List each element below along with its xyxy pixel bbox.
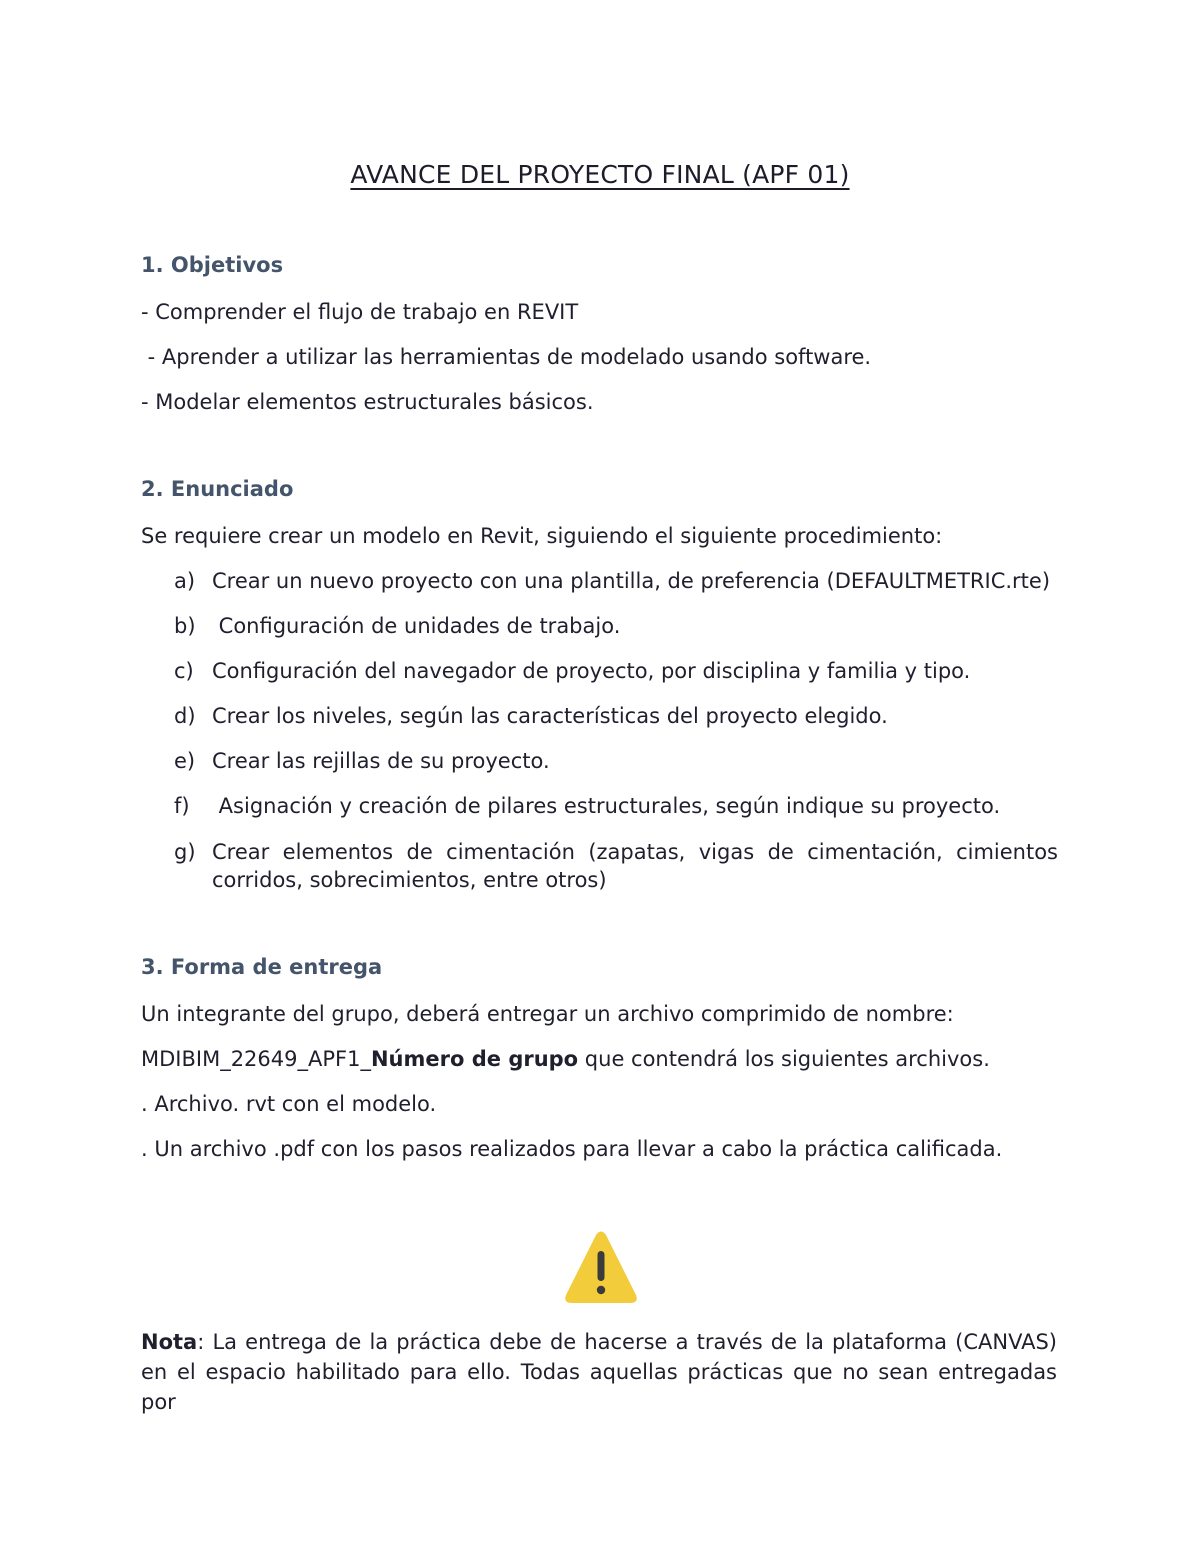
list-marker: f) [174, 794, 190, 818]
procedure-text: Crear los niveles, según las características del proyecto elegido. [212, 704, 888, 728]
list-marker: g) [174, 840, 196, 864]
objective-item: - Comprender el flujo de trabajo en REVIT [141, 300, 579, 324]
document-title: AVANCE DEL PROYECTO FINAL (APF 01) [350, 160, 850, 189]
procedure-text: Crear las rejillas de su proyecto. [212, 749, 550, 773]
list-marker: e) [174, 749, 196, 773]
procedure-item [174, 657, 970, 685]
note-label: Nota [141, 1330, 198, 1354]
note-paragraph [141, 1327, 1057, 1417]
list-marker: b) [174, 614, 196, 638]
filename-prefix: MDIBIM_22649_APF1_ [141, 1047, 371, 1071]
procedure-text: Configuración de unidades de trabajo. [212, 614, 621, 638]
list-marker: d) [174, 704, 196, 728]
enunciado-intro: Se requiere crear un modelo en Revit, siguiendo el siguiente procedimiento: [141, 524, 943, 548]
procedure-item [174, 702, 888, 730]
filename-bold: Número de grupo [370, 1047, 579, 1071]
warning-triangle-icon [563, 1229, 639, 1309]
objective-item: - Modelar elementos estructurales básicos. [141, 390, 594, 414]
list-marker: a) [174, 569, 196, 593]
entrega-intro: Un integrante del grupo, deberá entregar un archivo comprimido de nombre: [141, 1002, 954, 1026]
note-text: : La entrega de la práctica debe de hacerse a través de la plataforma (CANVAS) en el espacio habilitado para ello. Todas aquellas prácticas que no sean entregadas por [141, 1330, 1057, 1414]
objective-item: - Aprender a utilizar las herramientas de modelado usando software. [141, 345, 872, 369]
section-heading-forma-entrega: 3. Forma de entrega [141, 955, 383, 979]
list-marker: c) [174, 659, 194, 683]
procedure-item [174, 747, 550, 775]
procedure-text: Asignación y creación de pilares estructurales, según indique su proyecto. [212, 794, 1001, 818]
procedure-text: Crear elementos de cimentación (zapatas, vigas de cimentación, cimientos corridos, sobrecimientos, entre otros) [212, 840, 1058, 892]
procedure-item [174, 792, 1000, 820]
procedure-item [174, 567, 1050, 595]
procedure-item [174, 838, 1058, 894]
filename-line [141, 1045, 990, 1073]
section-heading-objetivos: 1. Objetivos [141, 253, 284, 277]
filename-suffix: que contendrá los siguientes archivos. [578, 1047, 990, 1071]
procedure-item [174, 612, 620, 640]
section-heading-enunciado: 2. Enunciado [141, 477, 294, 501]
procedure-text: Crear un nuevo proyecto con una plantilla, de preferencia (DEFAULTMETRIC.rte) [212, 569, 1051, 593]
file-item: . Archivo. rvt con el modelo. [141, 1092, 437, 1116]
file-item: . Un archivo .pdf con los pasos realizados para llevar a cabo la práctica calificada. [141, 1137, 1003, 1161]
warning-icon [563, 1229, 639, 1309]
procedure-text: Configuración del navegador de proyecto, por disciplina y familia y tipo. [212, 659, 971, 683]
